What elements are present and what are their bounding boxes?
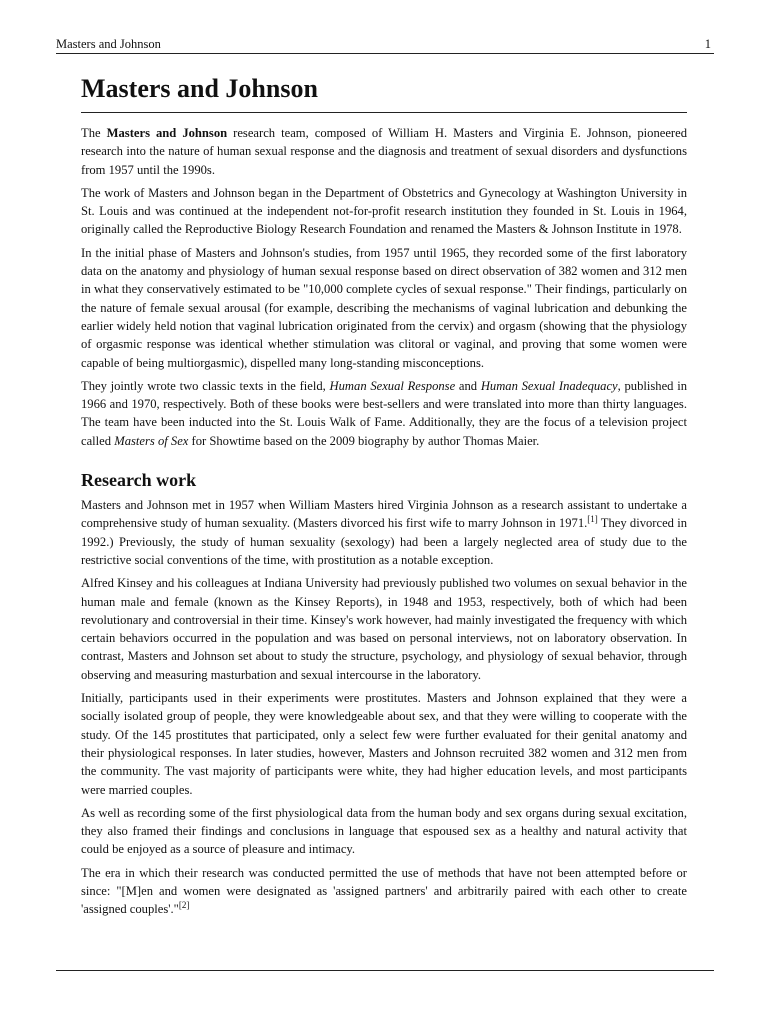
book-title-2: Human Sexual Inadequacy bbox=[480, 378, 618, 393]
books-paragraph bbox=[81, 377, 687, 450]
research-paragraph-5 bbox=[81, 864, 687, 919]
research-p1-text-1: Masters and Johnson met in 1957 when William Masters hired Virginia Johnson as a research assistant to undertake a comprehensive study of human sexuality. (Masters divorced his first wife to marry Johnson in 1971. bbox=[81, 498, 687, 531]
running-header bbox=[56, 36, 714, 54]
article-body bbox=[81, 72, 687, 924]
research-paragraph-4: As well as recording some of the first physiological data from the human body and sex organs during sexual excitation, they also framed their findings and conclusions in language that espoused sex as a healthy and natural activity that could be enjoyed as a source of pleasure and intimacy. bbox=[81, 805, 687, 857]
article-title: Masters and Johnson bbox=[81, 72, 687, 113]
research-p1-text-2: They divorced in 1992.) Previously, the study of human sexuality (sexology) had been a largely neglected area of study due to the restrictive social conventions of the time, with prostitution as a notable exception. bbox=[81, 516, 687, 567]
book-title-1: Human Sexual Response bbox=[329, 378, 456, 393]
research-paragraph-2: Alfred Kinsey and his colleagues at Indiana University had previously published two volumes on sexual behavior in the human male and female (known as the Kinsey Reports), in 1948 and 1953, respectively, both of which had been revolutionary and controversial in their time. Kinsey's work however, had mainly investigated the frequency with which certain behaviors occurred in the population and was based on personal interviews, not on laboratory observation. In contrast, Masters and Johnson set about to study the structure, psychology, and physiology of sexual behavior, through observing and measuring masturbation and sexual intercourse in the laboratory. bbox=[81, 576, 687, 682]
research-paragraph-3: Initially, participants used in their experiments were prostitutes. Masters and Johnson explained that they were a socially isolated group of people, they were knowledgeable about sex, and that they were willing to cooperate with the study. Of the 145 prostitutes that participated, only a select few were further evaluated for their genital anatomy and their physiological responses. In later studies, however, Masters and Johnson recruited 382 women and 312 men from the community. The vast majority of participants were white, they had higher education levels, and most participants were married couples. bbox=[81, 691, 687, 797]
citation-link-1[interactable]: [1] bbox=[587, 514, 598, 525]
intro-paragraph-3: In the initial phase of Masters and Johnson's studies, from 1957 until 1965, they recorded some of the first laboratory data on the anatomy and physiology of human sexual response based on direct observation of 382 women and 312 men in what they conservatively estimated to be "10,000 complete cycles of sexual response." Their findings, particularly on the nature of female sexual arousal (for example, describing the mechanisms of vaginal lubrication and debunking the earlier widely held notion that vaginal lubrication originated from the cervix) and orgasm (showing that the physiology of orgasmic response was identical whether stimulation was clitoral or vaginal, and proving that some women were capable of being multiorgasmic), dispelled many long-standing misconceptions. bbox=[81, 245, 687, 370]
intro-paragraph-2: The work of Masters and Johnson began in the Department of Obstetrics and Gynecology at Washington University in St. Louis and was continued at the independent not-for-profit research institution they founded in St. Louis in 1964, originally called the Reproductive Biology Research Foundation and renamed the Masters & Johnson Institute in 1978. bbox=[81, 185, 687, 237]
intro-text-post: research team, composed of William H. Masters and Virginia E. Johnson, pioneered research into the nature of human sexual response and the diagnosis and treatment of sexual disorders and dysfunctions from 1957 until the 1990s. bbox=[81, 126, 688, 177]
lead-section bbox=[81, 124, 687, 450]
page-number: 1 bbox=[704, 37, 711, 51]
research-paragraph-1 bbox=[81, 496, 687, 569]
section-heading-research-work: Research work bbox=[81, 470, 197, 491]
running-header-title: Masters and Johnson bbox=[56, 37, 161, 51]
books-text-1: They jointly wrote two classic texts in the field, bbox=[81, 378, 330, 393]
intro-text-pre: The bbox=[81, 126, 107, 140]
research-p5-text: The era in which their research was conducted permitted the use of methods that have not been attempted before or since: "[M]en and women were designated as 'assigned partners' and arbitrarily paired with each other to create 'assigned couples'." bbox=[81, 865, 687, 917]
books-text-2: and bbox=[455, 378, 481, 393]
books-text-4: for Showtime based on the 2009 biography by author Thomas Maier. bbox=[188, 433, 540, 448]
intro-bold-term: Masters and Johnson bbox=[106, 126, 228, 140]
books-text-3: , published in 1966 and 1970, respectively. Both of these books were best-sellers and were translated into more than thirty languages. The team have been inducted into the St. Louis Walk of Fame. Additionally, they are the focus of a television project called bbox=[81, 378, 687, 448]
footer-rule bbox=[56, 970, 714, 971]
intro-paragraph-1 bbox=[81, 124, 687, 179]
citation-link-2[interactable]: [2] bbox=[178, 900, 190, 911]
show-title: Masters of Sex bbox=[114, 433, 189, 448]
